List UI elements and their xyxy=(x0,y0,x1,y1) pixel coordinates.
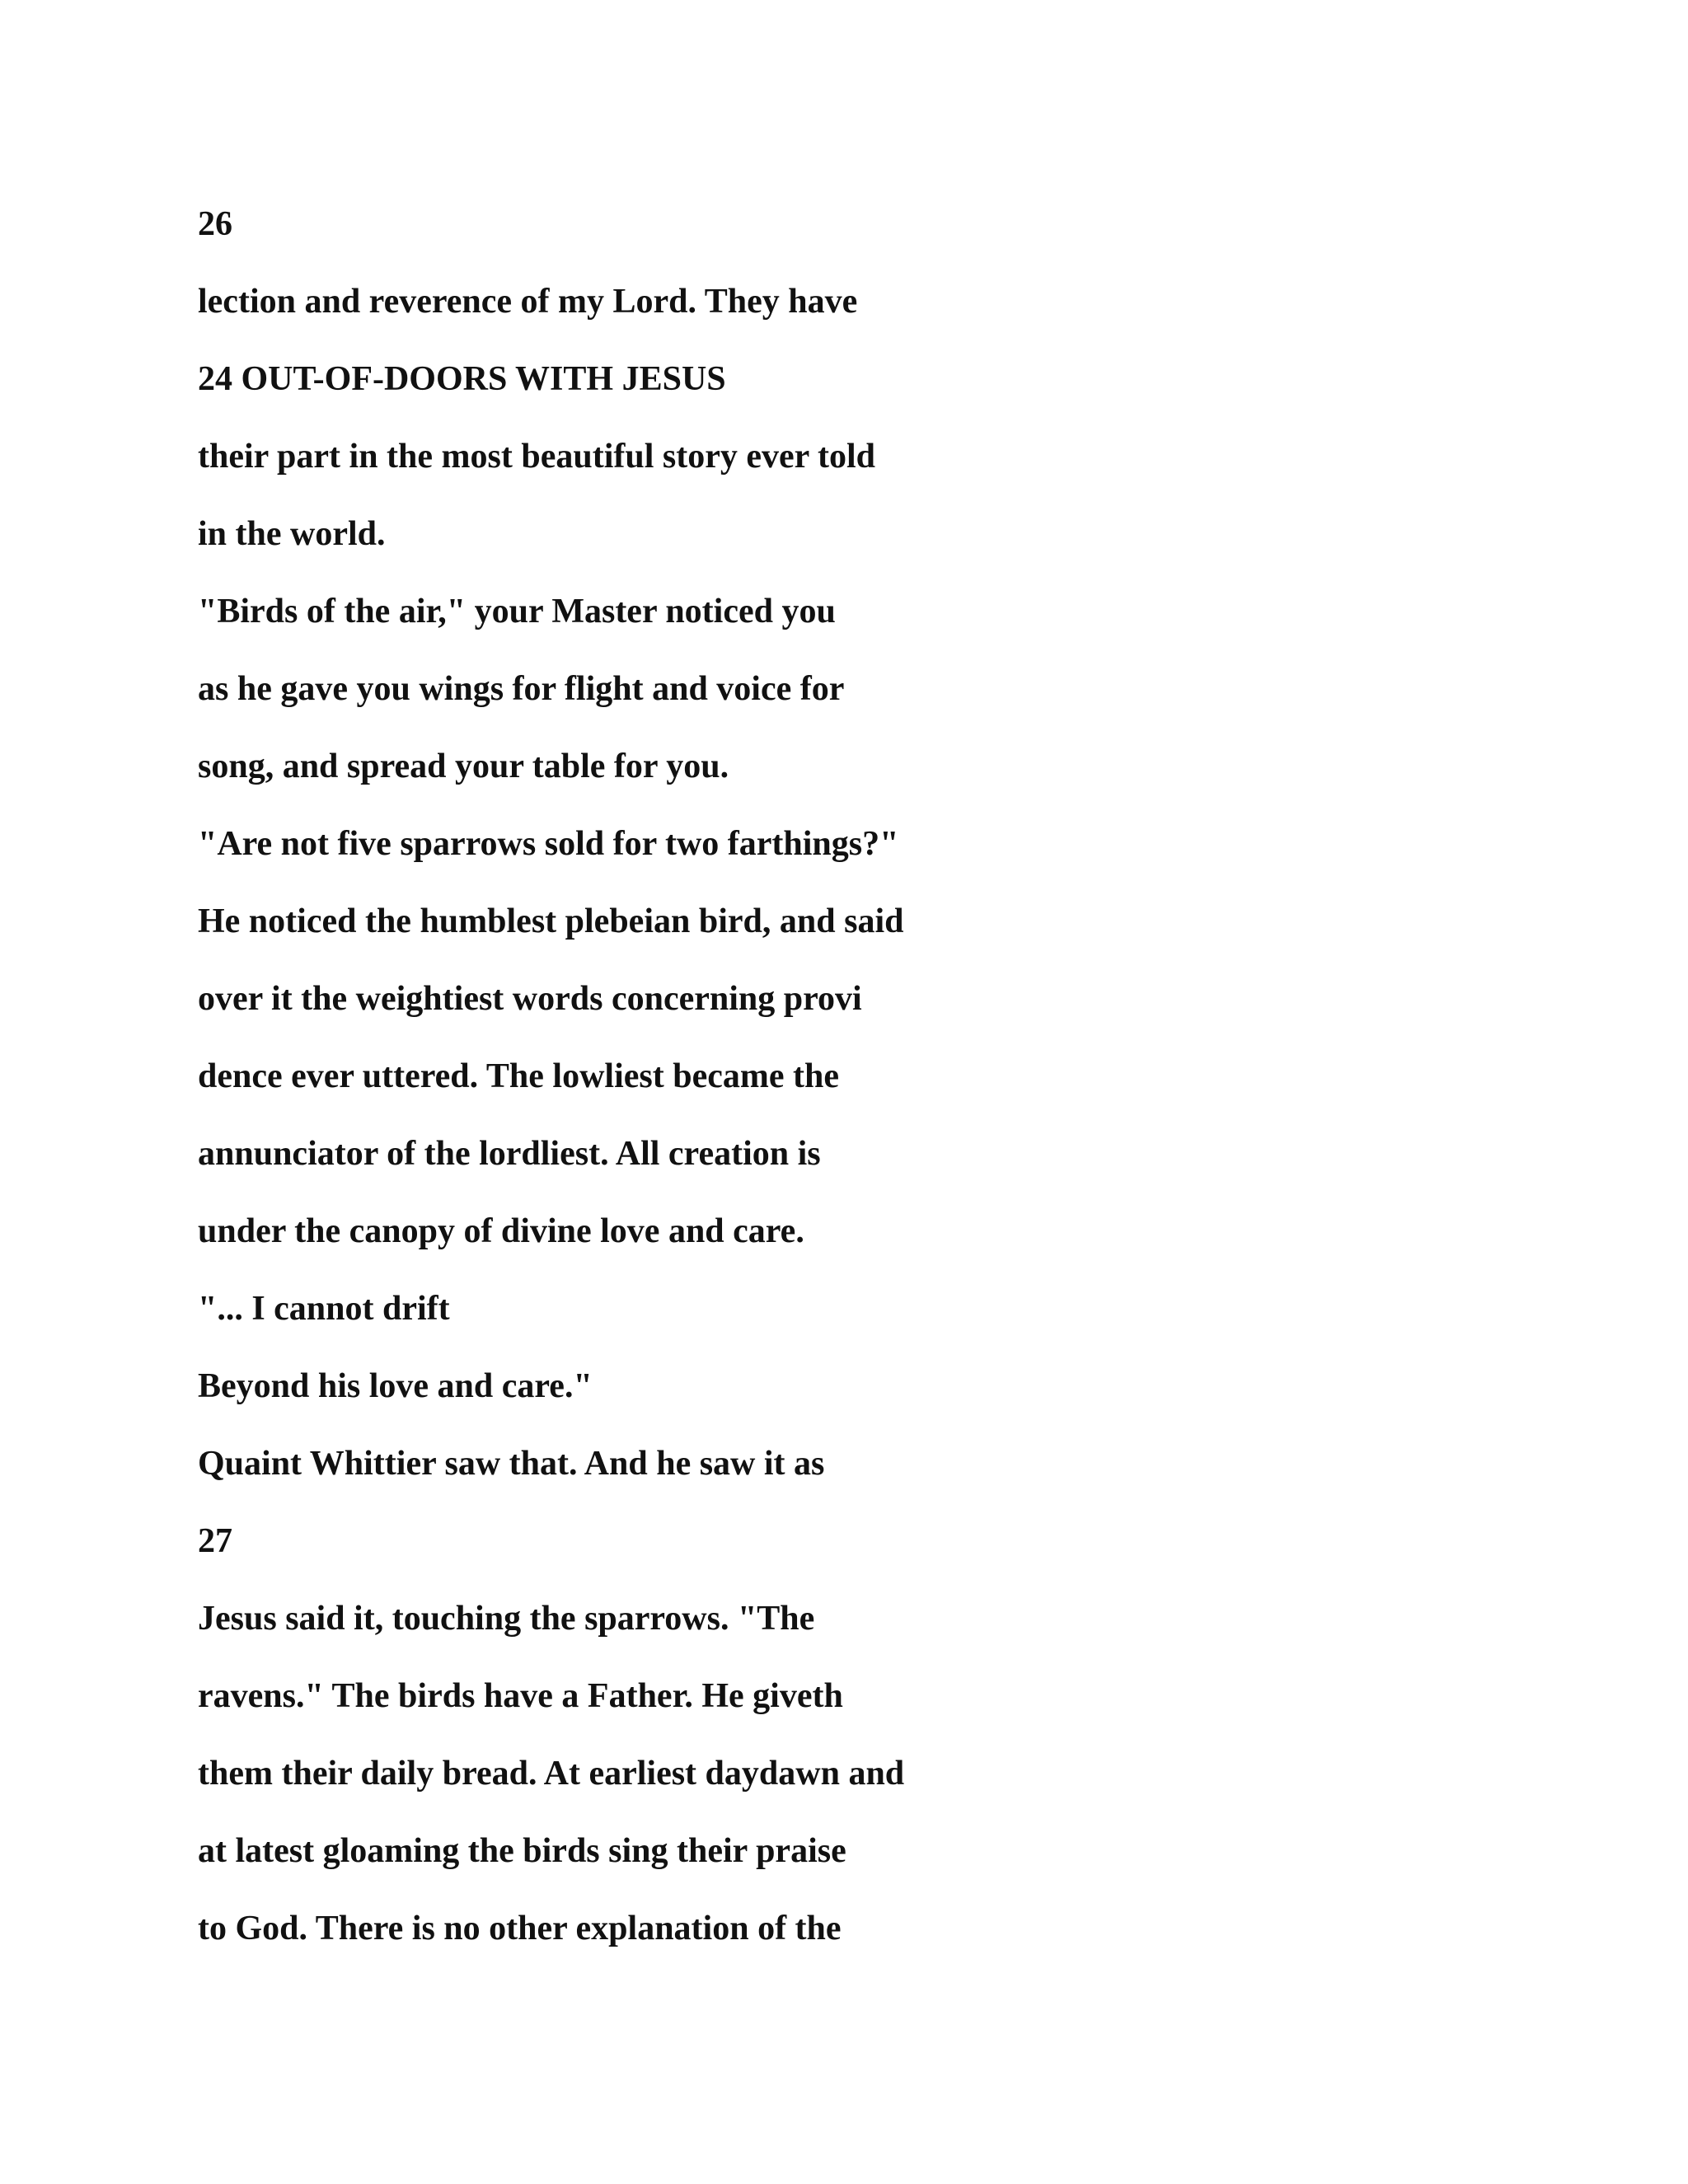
text-line: He noticed the humblest plebeian bird, and said xyxy=(198,902,904,940)
quote-line: "... I cannot drift xyxy=(198,1290,450,1328)
text-line: dence ever uttered. The lowliest became the xyxy=(198,1057,839,1095)
text-line: under the canopy of divine love and care. xyxy=(198,1212,804,1250)
text-line: in the world. xyxy=(198,515,386,553)
running-header: 24 OUT-OF-DOORS WITH JESUS xyxy=(198,360,726,398)
page-number: 27 xyxy=(198,1522,232,1560)
text-line: Quaint Whittier saw that. And he saw it as xyxy=(198,1445,825,1483)
text-line: "Are not five sparrows sold for two farthings?" xyxy=(198,825,899,863)
text-line: Jesus said it, touching the sparrows. "The xyxy=(198,1600,815,1638)
text-line: ravens." The birds have a Father. He giveth xyxy=(198,1677,843,1715)
text-column xyxy=(198,185,1352,1967)
quote-line: Beyond his love and care." xyxy=(198,1367,593,1405)
text-line: them their daily bread. At earliest daydawn and xyxy=(198,1755,905,1793)
text-line: "Birds of the air," your Master noticed you xyxy=(198,593,836,630)
text-line: over it the weightiest words concerning provi xyxy=(198,980,862,1018)
text-line: their part in the most beautiful story ever told xyxy=(198,438,876,476)
page-number: 26 xyxy=(198,205,232,243)
text-line: annunciator of the lordliest. All creation is xyxy=(198,1135,821,1173)
text-line: song, and spread your table for you. xyxy=(198,748,729,785)
text-line: at latest gloaming the birds sing their praise xyxy=(198,1832,846,1870)
text-line: to God. There is no other explanation of the xyxy=(198,1910,842,1947)
text-line: lection and reverence of my Lord. They have xyxy=(198,283,858,321)
text-line: as he gave you wings for flight and voice for xyxy=(198,670,845,708)
